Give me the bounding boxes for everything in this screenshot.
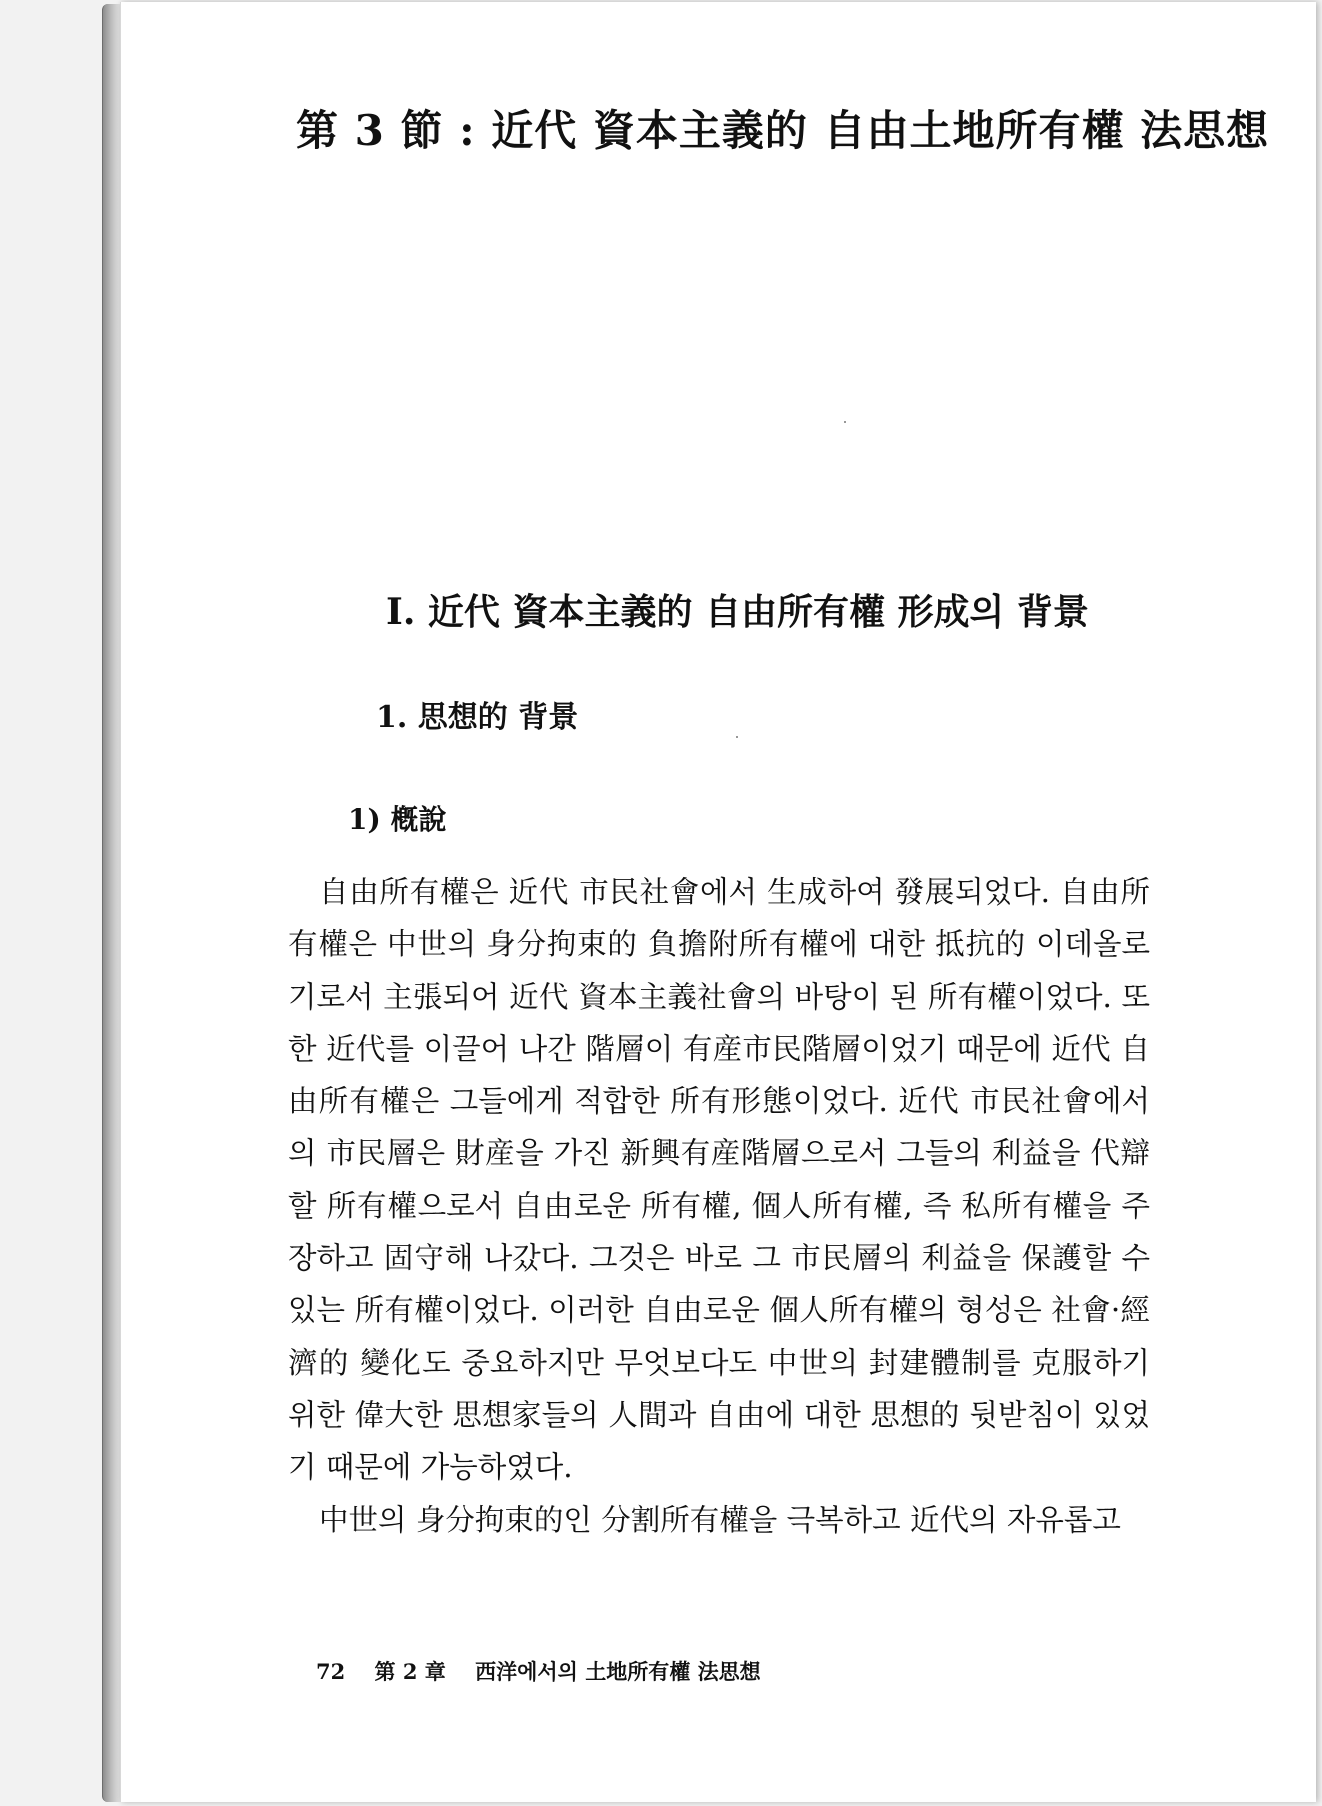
- footer-chapter-title: 西洋에서의 土地所有權 法思想: [475, 1659, 761, 1684]
- paragraph-1: 自由所有權은 近代 市民社會에서 生成하여 發展되었다. 自由所有權은 中世의 身分拘束的 負擔附所有權에 대한 抵抗的 이데올로기로서 主張되어 近代 資本主義社會의 바탕이 된 所有權이었다. 또한 近代를 이끌어 나간 階層이 有産市民階層이었기 때문에 近代 自由所有權은 그들에게 적합한 所有形態이었다. 近代 市民社會에서의 市民層은 財産을 가진 新興有産階層으로서 그들의 利益을 代辯할 所有權으로서 自由로운 所有權, 個人所有權, 즉 私所有權을 주장하고 固守해 나갔다. 그것은 바로 그 市民層의 利益을 保護할 수 있는 所有權이었다. 이러한 自由로운 個人所有權의 형성은 社會·經濟的 變化도 중요하지만 무엇보다도 中世의 封建體制를 克服하기 위한 偉大한 思想家들의 人間과 自由에 대한 思想的 뒷받침이 있었기 때문에 가능하였다.: [288, 875, 1150, 1485]
- page-number: 72: [316, 1659, 346, 1684]
- sub-heading: 1. 思想的 背景: [376, 700, 579, 735]
- body-text: [288, 866, 1150, 1546]
- section-title: 第 3 節 : 近代 資本主義的 自由土地所有權 法思想: [296, 106, 1270, 155]
- footer-chapter: 第 2 章: [374, 1659, 446, 1684]
- scan-speck: [844, 421, 846, 423]
- scan-speck: [736, 736, 738, 738]
- document-page: [120, 2, 1316, 1802]
- paragraph-2: 中世의 身分拘束的인 分割所有權을 극복하고 近代의 자유롭고: [319, 1502, 1121, 1537]
- part-heading: Ⅰ. 近代 資本主義的 自由所有權 形成의 背景: [386, 591, 1089, 633]
- sub-sub-heading: 1) 槪說: [348, 803, 447, 836]
- page-footer: [316, 1656, 783, 1686]
